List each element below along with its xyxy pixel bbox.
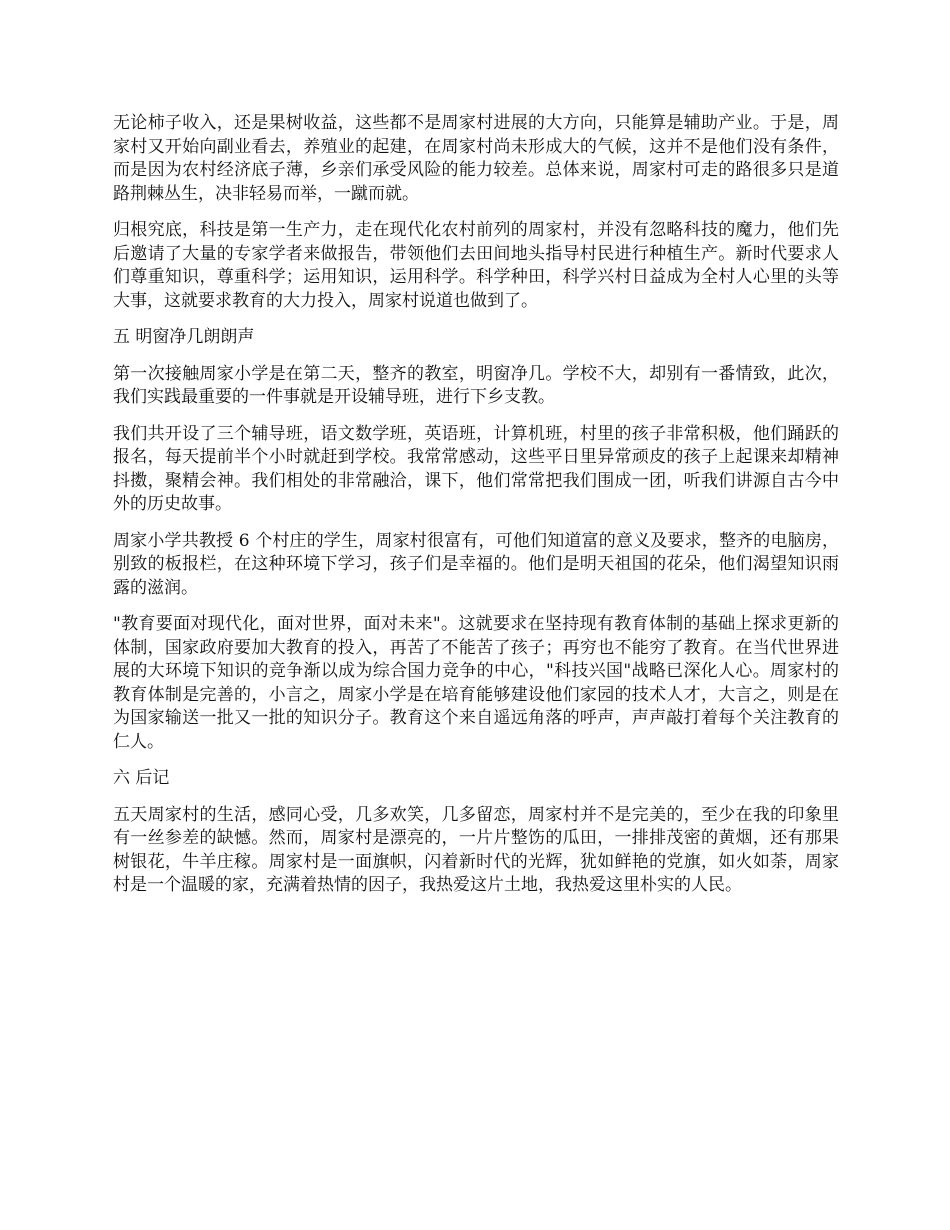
document-body <box>113 112 839 911</box>
section-heading-six: 六 后记 <box>113 768 170 788</box>
paragraph-tutoring-classes: 我们共开设了三个辅导班，语文数学班，英语班，计算机班，村里的孩子非常积极，他们踊跃的报名，每天提前半个小时就赶到学校。我常常感动，这些平日里异常顽皮的孩子上起课来却精神抖擞，聚精会神。我们相处的非常融洽，课下，他们常常把我们围成一团，听我们讲源自古今中外的历史故事。 <box>113 423 839 514</box>
section-heading-five: 五 明窗净几朗朗声 <box>113 327 255 347</box>
paragraph-postscript: 五天周家村的生活，感同心受，几多欢笑，几多留恋，周家村并不是完美的，至少在我的印象里有一丝参差的缺憾。然而，周家村是漂亮的，一片片整饬的瓜田，一排排茂密的黄烟，还有那果树银花，牛羊庄稼。周家村是一面旗帜，闪着新时代的光辉，犹如鲜艳的党旗，如火如荼，周家村是一个温暖的家，充满着热情的因子，我热爱这片土地，我热爱这里朴实的人民。 <box>113 804 839 895</box>
paragraph-school-students: 周家小学共教授 6 个村庄的学生，周家村很富有，可他们知道富的意义及要求，整齐的电脑房，别致的板报栏，在这种环境下学习，孩子们是幸福的。他们是明天祖国的花朵，他们渴望知识雨露的滋润。 <box>113 530 839 598</box>
paragraph-school-first-visit: 第一次接触周家小学是在第二天，整齐的教室，明窗净几。学校不大，却别有一番情致，此次，我们实践最重要的一件事就是开设辅导班，进行下乡支教。 <box>113 363 839 407</box>
paragraph-fruit-income: 无论柿子收入，还是果树收益，这些都不是周家村进展的大方向，只能算是辅助产业。于是，周家村又开始向副业看去，养殖业的起建，在周家村尚未形成大的气候，这并不是他们没有条件，而是因为农村经济底子薄，乡亲们承受风险的能力较差。总体来说，周家村可走的路很多只是道路荆棘丛生，决非轻易而举，一蹴而就。 <box>113 113 839 204</box>
paragraph-technology: 归根究底，科技是第一生产力，走在现代化农村前列的周家村，并没有忽略科技的魔力，他们先后邀请了大量的专家学者来做报告，带领他们去田间地头指导村民进行种植生产。新时代要求人们尊重知识，尊重科学；运用知识，运用科学。科学种田，科学兴村日益成为全村人心里的头等大事，这就要求教育的大力投入，周家村说道也做到了。 <box>113 220 839 311</box>
paragraph-education-modernization: "教育要面对现代化，面对世界，面对未来"。这就要求在坚持现有教育体制的基础上探求更新的体制，国家政府要加大教育的投入，再苦了不能苦了孩子；再穷也不能穷了教育。在当代世界进展的大环境下知识的竞争渐以成为综合国力竞争的中心，"科技兴国"战略已深化人心。周家村的教育体制是完善的，小言之，周家小学是在培育能够建设他们家园的技术人才，大言之，则是在为国家输送一批又一批的知识分子。教育这个来自遥远角落的呼声，声声敲打着每个关注教育的仁人。 <box>113 614 839 752</box>
